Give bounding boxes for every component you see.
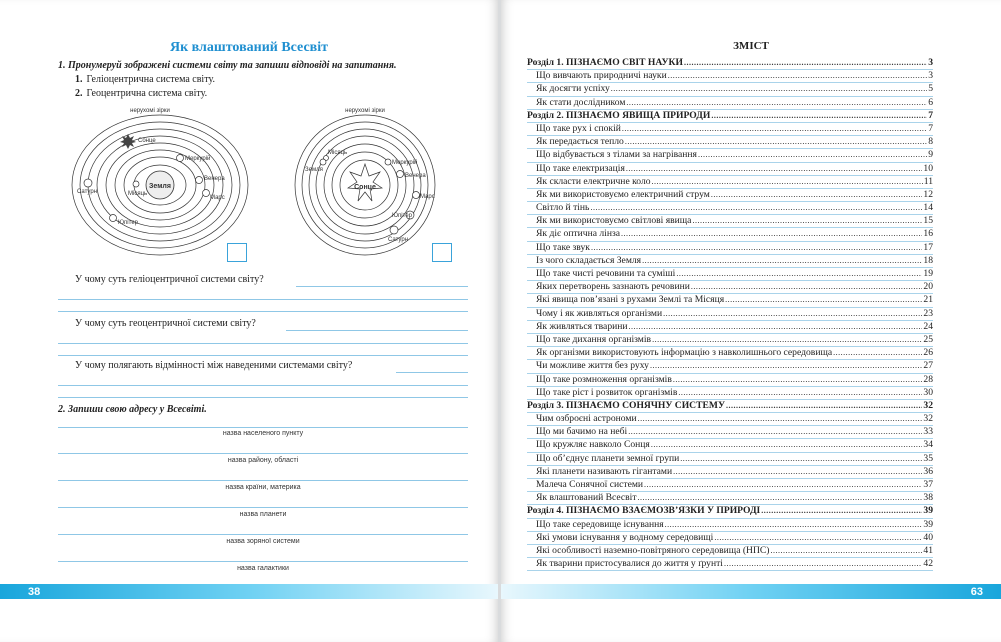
toc-entry[interactable] [527,374,933,387]
toc-leader-dots [833,347,922,359]
address-label: назва населеного пункту [222,430,304,437]
svg-text:Меркурій: Меркурій [392,160,418,166]
toc-entry-page: 26 [923,347,933,359]
toc-entry-title: Що таке звук [536,241,590,253]
answer-line[interactable] [58,385,468,386]
svg-text:Сатурн: Сатурн [77,189,98,195]
address-line[interactable] [58,453,468,454]
toc-section[interactable] [527,110,933,123]
toc-leader-dots [692,215,922,227]
answer-line[interactable] [286,330,468,331]
toc-leader-dots [663,308,922,320]
svg-text:Місяць: Місяць [128,191,148,197]
toc-leader-dots [676,268,922,280]
toc-entry-title: Що таке чисті речовини та суміші [536,268,676,279]
toc-leader-dots [622,123,927,135]
toc-leader-dots [714,532,922,544]
toc-entry[interactable] [527,215,933,228]
toc-entry-title: Як скласти електричне коло [536,175,651,187]
toc-leader-dots [638,413,923,425]
toc-entry-title: Що таке середовище існування [536,518,664,530]
toc-section[interactable] [527,400,933,413]
toc-entry-page: 14 [923,202,933,214]
address-line[interactable] [58,534,468,535]
toc-entry-page: 23 [923,307,933,319]
address-label: назва планети [239,511,287,518]
task-1-item-1: 1. Геліоцентрична система світу. [75,74,215,85]
toc-entry-title: Як діє оптична лінза [536,228,621,240]
toc-leader-dots [678,387,922,399]
toc-entry-title: Що ми бачимо на небі [536,426,628,438]
toc-entry-page: 3 [928,57,933,68]
toc-leader-dots [691,281,923,293]
toc-entry-title: Як ми використовуємо електричний струм [536,188,710,200]
toc-leader-dots [644,479,922,491]
toc-entry[interactable] [527,136,933,149]
answer-line[interactable] [58,299,468,300]
toc-entry[interactable] [527,519,933,532]
toc-entry[interactable] [527,308,933,321]
address-line[interactable] [58,507,468,508]
toc-entry-page: 41 [923,544,933,556]
toc-section[interactable] [527,57,933,70]
toc-leader-dots [629,321,923,333]
toc-entry-page: 28 [923,373,933,385]
question-1: У чому суть геліоцентричної системи світу? [75,274,264,285]
toc-entry-title: Чим озброєні астрономи [536,413,637,425]
toc-entry-page: 9 [928,149,933,161]
svg-text:Земля: Земля [305,167,323,173]
toc-entry[interactable] [527,83,933,96]
toc-leader-dots [698,149,927,161]
left-page [0,0,498,642]
toc-leader-dots [611,83,927,95]
svg-text:Сонце: Сонце [138,138,156,144]
heliocentric-diagram [270,100,460,260]
svg-text:Юпітер: Юпітер [392,213,412,219]
toc-leader-dots [628,426,922,438]
toc-entry-title: Як передається тепло [536,136,624,148]
toc-entry-title: Що кружляє навколо Сонця [536,439,650,451]
toc-entry-title: Яких перетворень зазнають речовини [536,281,690,293]
toc-entry-title: Із чого складається Земля [536,254,642,266]
toc-leader-dots [651,439,923,451]
answer-line[interactable] [58,355,468,356]
toc-leader-dots [642,255,922,267]
toc-entry-title: Що таке ріст і розвиток організмів [536,386,678,398]
toc-entry-title: Що об’єднує планети земної групи [536,452,680,464]
toc-entry-title: Що вивчають природничі науки [536,70,667,82]
toc-entry-title: Чи можливе життя без руху [536,360,649,372]
table-of-contents [527,57,933,571]
svg-text:Меркурій: Меркурій [185,156,211,162]
toc-entry-title: Які особливості наземно-повітряного середовища (НПС) [536,544,770,556]
toc-entry-page: 40 [923,531,933,543]
question-2: У чому суть геоцентричної системи світу? [75,318,256,329]
toc-entry[interactable] [527,334,933,347]
toc-entry-title: Як влаштований Всесвіт [536,492,637,504]
toc-entry-page: 11 [923,175,933,187]
svg-text:Венера: Венера [204,176,225,182]
toc-leader-dots [711,110,927,122]
toc-entry-page: 10 [923,162,933,174]
toc-entry-page: 37 [923,479,933,490]
toc-entry-page: 19 [923,268,933,279]
answer-line[interactable] [58,397,468,398]
toc-leader-dots [626,163,923,175]
toc-entry-title: Як організми використовують інформацію з навколишнього середовища [536,347,833,359]
toc-leader-dots [673,466,922,478]
address-line[interactable] [58,480,468,481]
toc-entry[interactable] [527,281,933,294]
toc-entry-title: Розділ 3. ПІЗНАЄМО СОНЯЧНУ СИСТЕМУ [527,399,726,411]
svg-text:Венера: Венера [405,173,426,179]
toc-entry[interactable] [527,387,933,400]
page-number: 38 [28,586,41,598]
toc-entry-page: 17 [923,241,933,253]
toc-entry-page: 20 [923,281,933,293]
answer-line[interactable] [58,343,468,344]
toc-entry[interactable] [527,242,933,255]
toc-entry-page: 6 [928,96,933,108]
toc-leader-dots [621,228,922,240]
toc-leader-dots [684,57,927,69]
toc-entry[interactable] [527,426,933,439]
toc-entry-page: 3 [928,70,933,82]
toc-entry-title: Чому і як живляться організми [536,307,663,319]
toc-leader-dots [673,374,923,386]
address-line[interactable] [58,561,468,562]
toc-entry[interactable] [527,70,933,83]
toc-entry-page: 25 [923,333,933,345]
toc-entry[interactable] [527,97,933,110]
toc-leader-dots [680,453,922,465]
toc-entry[interactable] [527,149,933,162]
toc-entry-title: Як стати дослідником [536,96,626,108]
toc-entry-page: 7 [928,122,933,134]
toc-entry-title: Які умови існування у водному середовищі [536,531,714,543]
svg-text:Місяць: Місяць [328,150,348,156]
toc-entry-page: 16 [923,228,933,240]
question-3: У чому полягають відмінності між наведеними системами світу? [75,360,353,371]
toc-leader-dots [638,492,923,504]
toc-leader-dots [726,400,922,412]
toc-leader-dots [771,545,923,557]
toc-title: ЗМІСТ [733,40,769,52]
toc-entry[interactable] [527,453,933,466]
address-label: назва галактики [237,565,289,572]
answer-line[interactable] [58,311,468,312]
svg-text:Юпітер: Юпітер [118,220,138,226]
diagram-outer-label: нерухомі зірки [130,108,170,114]
answer-line[interactable] [396,372,468,373]
address-line[interactable] [58,427,468,428]
toc-entry[interactable] [527,413,933,426]
toc-entry[interactable] [527,268,933,281]
toc-entry-page: 12 [923,188,933,200]
diagram-center-label: Сонце [354,184,376,191]
toc-leader-dots [725,294,922,306]
toc-leader-dots [711,189,923,201]
toc-entry-page: 32 [923,413,933,425]
toc-entry-title: Як досягти успіху [536,83,610,95]
diagram-center-label: Земля [149,183,171,190]
toc-entry-page: 38 [923,492,933,504]
toc-entry-title: Що таке рух і спокій [536,122,621,134]
toc-entry-page: 18 [923,254,933,266]
toc-entry-title: Як ми використовуємо світлові явища [536,215,692,227]
toc-entry-page: 7 [928,109,933,121]
toc-entry[interactable] [527,347,933,360]
toc-leader-dots [665,519,923,531]
toc-entry-page: 36 [923,465,933,477]
toc-entry-page: 32 [923,399,933,411]
toc-leader-dots [652,176,923,188]
toc-leader-dots [626,97,927,109]
toc-entry-page: 39 [923,505,933,517]
toc-section[interactable] [527,505,933,518]
toc-entry[interactable] [527,492,933,505]
toc-leader-dots [650,360,922,372]
task-1-item-2: 2. Геоцентрична система світу. [75,88,208,99]
toc-leader-dots [652,334,922,346]
toc-entry-title: Як живляться тварини [536,320,628,332]
toc-entry-page: 21 [923,294,933,306]
task-1-prompt: 1. Пронумеруй зображені системи світу та запиши відповіді на запитання. [58,60,397,71]
answer-line[interactable] [296,286,468,287]
toc-entry[interactable] [527,545,933,558]
footer-bar [0,584,498,599]
toc-entry[interactable] [527,228,933,241]
toc-entry-title: Які планети називають гігантами [536,465,673,477]
toc-entry[interactable] [527,479,933,492]
toc-entry[interactable] [527,321,933,334]
svg-text:Сатурн: Сатурн [388,237,409,243]
toc-entry-title: Малеча Сонячної системи [536,479,644,490]
toc-entry[interactable] [527,558,933,571]
toc-entry[interactable] [527,532,933,545]
toc-leader-dots [591,242,922,254]
toc-entry-page: 34 [923,439,933,451]
toc-entry-page: 39 [923,518,933,530]
task-2-prompt: 2. Запиши свою адресу у Всесвіті. [58,404,207,415]
diagram-outer-label: нерухомі зірки [345,108,385,114]
answer-box-2[interactable] [432,243,452,262]
toc-entry-page: 27 [923,360,933,372]
svg-text:Марс: Марс [420,194,435,200]
geocentric-diagram [60,100,250,260]
toc-entry[interactable] [527,255,933,268]
toc-entry-page: 35 [923,452,933,464]
toc-entry-title: Розділ 4. ПІЗНАЄМО ВЗАЄМОЗВ’ЯЗКИ У ПРИРОДІ [527,505,761,517]
toc-entry-title: Як тварини пристосувалися до життя у ґрунті [536,558,723,570]
svg-text:Марс: Марс [210,195,225,201]
page-title: Як влаштований Всесвіт [170,40,328,55]
toc-entry-title: Розділ 2. ПІЗНАЄМО ЯВИЩА ПРИРОДИ [527,109,711,121]
toc-entry[interactable] [527,123,933,136]
address-label: назва району, області [227,457,299,464]
toc-entry[interactable] [527,163,933,176]
address-label: назва зоряної системи [226,538,300,545]
toc-entry[interactable] [527,466,933,479]
toc-leader-dots [724,558,922,570]
toc-leader-dots [668,70,927,82]
toc-entry[interactable] [527,176,933,189]
toc-entry[interactable] [527,439,933,452]
toc-entry-title: Що таке електризація [536,162,625,174]
toc-entry-title: Які явища пов’язані з рухами Землі та Місяця [536,294,725,306]
toc-entry-page: 30 [923,386,933,398]
toc-entry-page: 24 [923,320,933,332]
toc-entry-page: 8 [928,136,933,148]
toc-entry-page: 42 [923,558,933,570]
toc-leader-dots [590,202,922,214]
toc-entry[interactable] [527,202,933,215]
toc-entry-title: Що таке розмноження організмів [536,373,672,385]
footer-bar [501,584,1001,599]
toc-entry-page: 15 [923,215,933,227]
toc-entry[interactable] [527,294,933,307]
toc-entry-page: 5 [928,83,933,95]
toc-entry[interactable] [527,189,933,202]
answer-box-1[interactable] [227,243,247,262]
toc-leader-dots [625,136,927,148]
toc-entry-title: Що таке дихання організмів [536,333,652,345]
toc-entry-title: Розділ 1. ПІЗНАЄМО СВІТ НАУКИ [527,57,683,68]
toc-entry-page: 33 [923,426,933,438]
toc-entry-title: Що відбувається з тілами за нагрівання [536,149,697,161]
address-label: назва країни, материка [225,484,301,491]
toc-entry-title: Світло й тінь [536,202,590,214]
toc-entry[interactable] [527,360,933,373]
toc-leader-dots [761,505,922,517]
page-number: 63 [970,586,983,598]
